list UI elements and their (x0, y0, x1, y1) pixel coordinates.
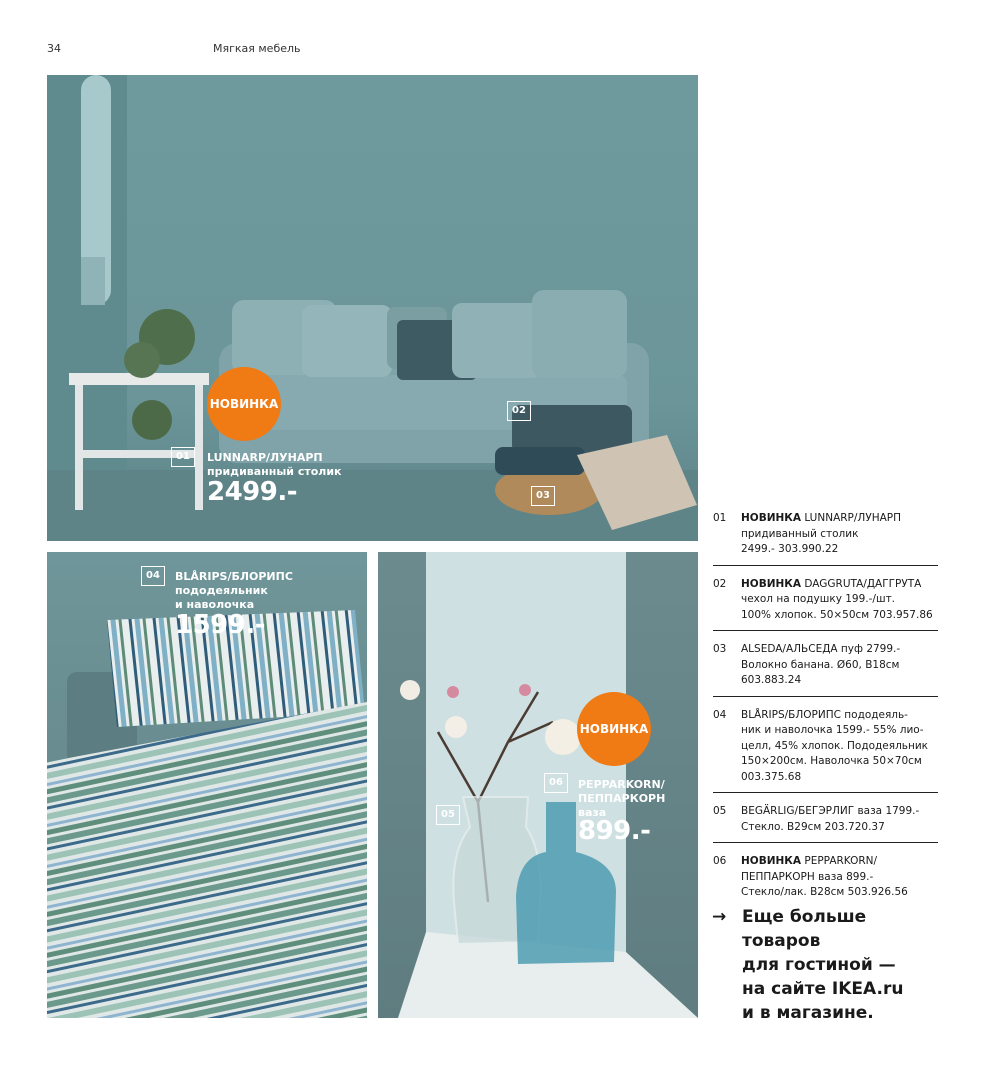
cta-line: товаров (742, 931, 821, 951)
sofa-scene (47, 75, 698, 541)
product-item (713, 574, 938, 632)
cta-line: для гостиной — (742, 955, 896, 975)
vase-photo (378, 552, 698, 1018)
page-number: 34 (47, 42, 61, 55)
new-badge: НОВИНКА (207, 367, 281, 441)
product-line: 150×200см. Наволочка 50×70см (741, 755, 922, 767)
product-item (713, 851, 938, 908)
cta-line: и в магазине. (742, 1003, 874, 1023)
callout-01-desc: придиванный столик (207, 465, 342, 478)
product-line: ПЕППАРКОРН ваза 899.- (741, 870, 874, 883)
product-line: Стекло/лак. В28см 503.926.56 (741, 886, 908, 898)
callout-06-title-2: ПЕППАРКОРН (578, 792, 666, 805)
bedding-photo (47, 552, 367, 1018)
product-line: Стекло. В29см 203.720.37 (741, 820, 885, 833)
callout-01-price: 2499.- (207, 477, 298, 507)
product-number: 02 (713, 577, 727, 590)
product-item (713, 801, 938, 843)
callout-06-price: 899.- (578, 816, 651, 846)
callout-06-title-1: PEPPARKORN/ (578, 778, 665, 791)
new-badge: НОВИНКА (577, 692, 651, 766)
sofa-photo (47, 75, 698, 541)
product-number: 01 (713, 512, 727, 524)
product-number: 06 (713, 855, 727, 867)
arrow-right-icon: → (712, 907, 727, 927)
product-line: 2499.- 303.990.22 (741, 543, 839, 555)
product-line: BEGÄRLIG/БЕГЭРЛИГ ваза 1799.- (741, 805, 920, 817)
product-item (713, 705, 938, 794)
product-number: 03 (713, 643, 727, 655)
callout-04-desc-1: пододеяльник (175, 584, 268, 597)
callout-01-number: 01 (171, 447, 195, 467)
cta-line: Еще больше (742, 907, 867, 927)
product-line: PEPPARKORN/ (804, 855, 878, 867)
new-label: НОВИНКА (741, 855, 802, 867)
product-item (713, 639, 938, 697)
callout-05-number: 05 (436, 805, 460, 825)
callout-04-title: BLÅRIPS/БЛОРИПС (175, 570, 293, 583)
new-label: НОВИНКА (741, 512, 802, 524)
callout-04-desc-2: и наволочка (175, 598, 255, 611)
product-line: LUNNARP/ЛУНАРП (804, 512, 902, 524)
product-number: 04 (713, 708, 727, 721)
callout-03-number: 03 (531, 486, 555, 506)
product-line: DAGGRUTA/ДАГГРУТА (804, 577, 922, 590)
product-line: 603.883.24 (741, 674, 802, 686)
product-line: чехол на подушку 199.-/шт. (741, 593, 896, 605)
product-line: Волокно банана. Ø60, В18см (741, 658, 900, 671)
product-number: 05 (713, 805, 727, 817)
callout-06-desc: ваза (578, 806, 607, 819)
section-title: Мягкая мебель (213, 42, 301, 55)
product-list (713, 508, 938, 916)
product-line: целл, 45% хлопок. Пододеяльник (741, 739, 929, 752)
callout-04-price: 1599.- (175, 610, 266, 640)
cta-block (712, 905, 942, 1025)
callout-06-number: 06 (544, 773, 568, 793)
product-line: ALSEDA/АЛЬСЕДА пуф 2799.- (741, 643, 901, 655)
callout-04-number: 04 (141, 566, 165, 586)
product-item (713, 508, 938, 566)
callout-01-title: LUNNARP/ЛУНАРП (207, 451, 323, 464)
new-label: НОВИНКА (741, 577, 802, 590)
callout-02-number: 02 (507, 401, 531, 421)
product-line: ник и наволочка 1599.- 55% лио- (741, 724, 924, 736)
product-line: придиванный столик (741, 527, 859, 540)
cta-line: на сайте IKEA.ru (742, 979, 904, 999)
product-line: 100% хлопок. 50×50см 703.957.86 (741, 608, 933, 621)
product-line: BLÅRIPS/БЛОРИПС пододеяль- (741, 708, 908, 721)
product-line: 003.375.68 (741, 770, 802, 783)
